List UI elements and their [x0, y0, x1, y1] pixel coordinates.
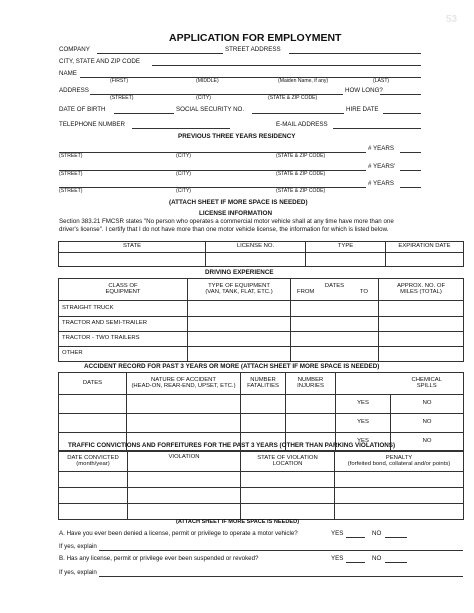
question-a-yes: YES [331, 530, 344, 537]
driving-heading: DRIVING EXPERIENCE [205, 269, 274, 276]
traffic-col-penalty-line1: PENALTY [385, 454, 413, 461]
driving-cell[interactable] [379, 317, 464, 332]
license-number-cell[interactable] [206, 253, 306, 267]
question-b-yes: YES [331, 555, 344, 562]
residency-3-years-label: # YEARS [368, 180, 395, 187]
page-number: 53 [446, 14, 458, 25]
prev-residency-heading: PREVIOUS THREE YEARS RESIDENCY [178, 133, 296, 140]
driving-col-type [188, 279, 291, 301]
license-text-2: driver's license". I certify that I do not have more than one motor vehicle license, the information for which is listed below. [59, 226, 389, 233]
how-long-field[interactable] [380, 94, 421, 95]
traffic-col-violation: VIOLATION [128, 452, 241, 472]
accident-cell[interactable] [286, 395, 336, 414]
accident-col-injuries [286, 373, 336, 395]
accident-col-chemical [391, 373, 464, 395]
hire-date-field[interactable] [383, 113, 421, 114]
accident-cell[interactable] [127, 395, 241, 414]
accident-heading: ACCIDENT RECORD FOR PAST 3 YEARS OR MORE (ATTACH SHEET IF MORE SPACE IS NEEDED) [84, 363, 380, 370]
city-caption: (CITY) [196, 95, 211, 101]
residency-1-years-field[interactable] [400, 152, 421, 153]
license-col-number: LICENSE NO. [206, 242, 306, 253]
accident-no-3[interactable]: NO [391, 433, 464, 451]
driving-cell[interactable] [379, 301, 464, 317]
accident-cell[interactable] [59, 395, 127, 414]
accident-cell[interactable] [241, 414, 286, 433]
street-caption: (STREET) [110, 95, 134, 101]
residency-3-years-field[interactable] [400, 187, 421, 188]
question-b-explain-field[interactable] [99, 576, 463, 577]
traffic-cell[interactable] [128, 504, 241, 520]
question-a: A. Have you ever been denied a license, permit or privilege to operate a motor vehicle? [59, 530, 298, 537]
traffic-col-location-line1: STATE OF VIOLATION [257, 454, 318, 461]
traffic-cell[interactable] [59, 504, 128, 520]
residency-1-statezip: (STATE & ZIP CODE) [276, 153, 326, 159]
traffic-cell[interactable] [241, 488, 335, 504]
traffic-cell[interactable] [335, 488, 464, 504]
first-caption: (FIRST) [110, 78, 129, 84]
traffic-heading: TRAFFIC CONVICTIONS AND FORFEITURES FOR THE PAST 3 YEARS (OTHER THAN PARKING VIOLATIONS) [68, 442, 396, 449]
traffic-cell[interactable] [335, 472, 464, 488]
license-col-expiration: EXPIRATION DATE [386, 242, 464, 253]
license-heading: LICENSE INFORMATION [199, 210, 272, 217]
driving-col-miles [379, 279, 464, 301]
traffic-col-location-line2: LOCATION [272, 460, 303, 467]
driving-cell[interactable] [188, 347, 291, 362]
residency-2-years-field[interactable] [400, 170, 421, 171]
accident-yes-3[interactable]: YES [336, 433, 391, 451]
driving-cell[interactable] [291, 301, 379, 317]
state-zip-caption: (STATE & ZIP CODE) [268, 95, 318, 101]
accident-col-spacer [336, 373, 391, 395]
traffic-col-penalty [335, 452, 464, 472]
residency-3-city: (CITY) [176, 188, 191, 194]
license-expiration-cell[interactable] [386, 253, 464, 267]
driving-cell[interactable] [291, 347, 379, 362]
residency-2-years-label: # YEARS' [368, 163, 396, 170]
accident-col-fatalities [241, 373, 286, 395]
driving-col-type-line1: TYPE OF EQUIPMENT [208, 282, 270, 289]
residency-1-city: (CITY) [176, 153, 191, 159]
maiden-caption: (Maiden Name, if any) [278, 78, 329, 84]
residency-2-statezip: (STATE & ZIP CODE) [276, 171, 326, 177]
ssn-label: SOCIAL SECURITY NO. [176, 106, 245, 113]
form-title: APPLICATION FOR EMPLOYMENT [169, 32, 342, 44]
driving-col-to: TO [359, 288, 368, 295]
city-state-zip-field[interactable] [152, 65, 421, 66]
question-a-yes-field[interactable] [346, 537, 365, 538]
accident-yes-1[interactable]: YES [336, 395, 391, 414]
license-col-type: TYPE [306, 242, 386, 253]
accident-col-nature [127, 373, 241, 395]
question-a-no-field[interactable] [385, 537, 407, 538]
driving-col-miles-line1: APPROX. NO. OF [396, 282, 446, 289]
driving-col-class-line1: CLASS OF [108, 282, 138, 289]
hire-date-label: HIRE DATE [346, 106, 379, 113]
residency-2-street: (STREET) [59, 171, 83, 177]
last-caption: (LAST) [373, 78, 390, 84]
accident-col-chemical-line2: SPILLS [416, 382, 437, 389]
question-a-explain-field[interactable] [99, 550, 463, 551]
traffic-cell[interactable] [335, 504, 464, 520]
question-a-explain-label: If yes, explain [59, 543, 97, 550]
street-address-label: STREET ADDRESS [225, 46, 281, 53]
accident-no-2[interactable]: NO [391, 414, 464, 433]
driving-col-class [59, 279, 188, 301]
question-b-no-field[interactable] [385, 562, 407, 563]
accident-col-fatalities-line2: FATALITIES [247, 382, 279, 389]
accident-table [58, 372, 464, 451]
traffic-cell[interactable] [59, 488, 128, 504]
telephone-label: TELEPHONE NUMBER [59, 121, 126, 128]
driving-cell[interactable] [188, 317, 291, 332]
accident-yes-2[interactable]: YES [336, 414, 391, 433]
name-label: NAME [59, 70, 77, 77]
accident-col-chemical-line1: CHEMICAL [411, 376, 442, 383]
how-long-label: HOW LONG? [345, 87, 383, 94]
question-b-explain-label: If yes, explain [59, 569, 97, 576]
dob-label: DATE OF BIRTH [59, 106, 106, 113]
question-a-no: NO [372, 530, 382, 537]
accident-col-nature-line2: (HEAD-ON, REAR-END, UPSET, ETC.) [131, 382, 236, 389]
accident-cell[interactable] [286, 414, 336, 433]
email-label: E-MAIL ADDRESS [276, 121, 328, 128]
traffic-cell[interactable] [128, 472, 241, 488]
ssn-field[interactable] [252, 113, 344, 114]
driving-row-two-trailers: TRACTOR - TWO TRAILERS [59, 332, 188, 347]
accident-no-1[interactable]: NO [391, 395, 464, 414]
residency-2-city: (CITY) [176, 171, 191, 177]
driving-cell[interactable] [379, 332, 464, 347]
question-b: B. Has any license, permit or privilege ever been suspended or revoked? [59, 555, 259, 562]
accident-col-fatalities-line1: NUMBER [250, 376, 276, 383]
question-b-yes-field[interactable] [346, 562, 365, 563]
dob-field[interactable] [114, 113, 174, 114]
residency-3-statezip: (STATE & ZIP CODE) [276, 188, 326, 194]
accident-cell[interactable] [241, 395, 286, 414]
driving-cell[interactable] [188, 301, 291, 317]
question-b-no: NO [372, 555, 382, 562]
driving-col-miles-line2: MILES (TOTAL) [400, 288, 442, 295]
driving-cell[interactable] [291, 317, 379, 332]
accident-cell[interactable] [127, 414, 241, 433]
address-label: ADDRESS [59, 87, 89, 94]
residency-1-street: (STREET) [59, 153, 83, 159]
driving-col-dates [291, 279, 379, 301]
driving-col-from: FROM [297, 288, 315, 295]
residency-1-years-label: # YEARS [368, 145, 395, 152]
email-field[interactable] [333, 128, 421, 129]
driving-cell[interactable] [188, 332, 291, 347]
driving-row-tractor-semi: TRACTOR AND SEMI-TRAILER [59, 317, 188, 332]
city-state-zip-label: CITY, STATE AND ZIP CODE [59, 58, 141, 65]
driving-cell[interactable] [379, 347, 464, 362]
attach-sheet-note: (ATTACH SHEET IF MORE SPACE IS NEEDED) [169, 199, 308, 206]
traffic-cell[interactable] [128, 488, 241, 504]
accident-col-injuries-line2: INJURIES [297, 382, 324, 389]
traffic-cell[interactable] [241, 504, 335, 520]
residency-3-street: (STREET) [59, 188, 83, 194]
company-field[interactable] [97, 53, 223, 54]
traffic-cell[interactable] [241, 472, 335, 488]
traffic-col-location [241, 452, 335, 472]
traffic-col-date-line1: DATE CONVICTED [67, 454, 119, 461]
accident-cell[interactable] [59, 414, 127, 433]
traffic-col-penalty-line2: (forfeited bond, collateral and/or points) [347, 460, 451, 467]
traffic-col-date-line2: (month/year) [76, 460, 110, 467]
accident-col-dates: DATES [59, 373, 127, 395]
driving-row-straight-truck: STRAIGHT TRUCK [59, 301, 188, 317]
telephone-field[interactable] [132, 128, 230, 129]
name-field[interactable] [80, 77, 421, 78]
street-address-field[interactable] [289, 53, 421, 54]
company-label: COMPANY [59, 46, 90, 53]
middle-caption: (MIDDLE) [196, 78, 219, 84]
driving-table [58, 278, 464, 362]
traffic-cell[interactable] [59, 472, 128, 488]
driving-cell[interactable] [291, 332, 379, 347]
driving-row-other: OTHER [59, 347, 188, 362]
driving-col-type-line2: (VAN, TANK, FLAT, ETC.) [205, 288, 273, 295]
accident-col-injuries-line1: NUMBER [297, 376, 324, 383]
attach-sheet-note-2: (ATTACH SHEET IF MORE SPACE IS NEEDED) [176, 519, 300, 525]
traffic-col-date [59, 452, 128, 472]
driving-col-class-line2: EQUIPMENT [105, 288, 141, 295]
accident-col-nature-line1: NATURE OF ACCIDENT [150, 376, 217, 383]
license-table [58, 241, 464, 267]
driving-col-dates-label: DATES [324, 282, 345, 289]
traffic-table [58, 451, 464, 520]
license-state-cell[interactable] [59, 253, 206, 267]
license-col-state: STATE [59, 242, 206, 253]
license-type-cell[interactable] [306, 253, 386, 267]
license-text-1: Section 383.21 FMCSR states "No person who operates a commercial motor vehicle shall at any time have more than one [59, 218, 394, 225]
